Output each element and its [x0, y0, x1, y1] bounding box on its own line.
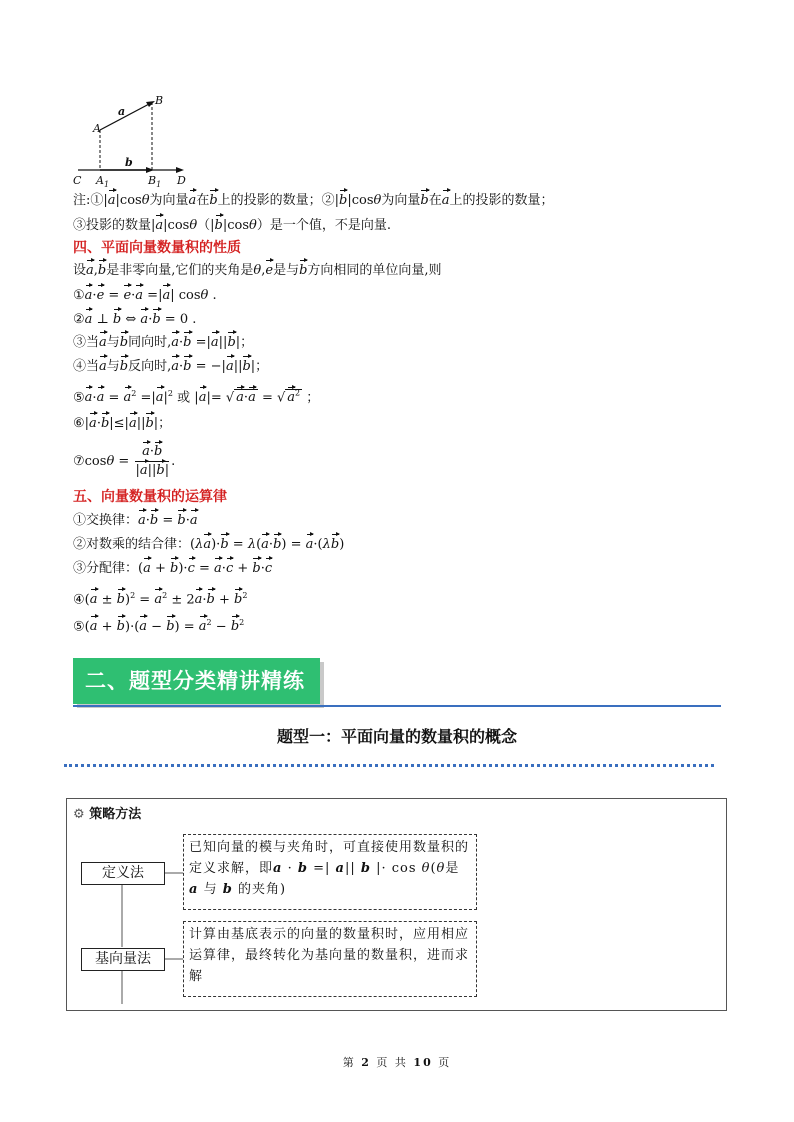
type-1-title: 题型一：平面向量的数量积的概念 [276, 727, 517, 746]
section-4-intro: 设a,b是非零向量,它们的夹角是θ,e是与b方向相同的单位向量,则 [73, 263, 442, 278]
vector-b-label: b [125, 156, 133, 169]
note-line-2: ③投影的数量|a|cosθ（|b|cosθ）是一个值，不是向量. [73, 218, 392, 233]
method-basis-desc: 计算由基底表示的向量的数量积时，应用相应运算律，最终转化为基向量的数量积，进而求解 [183, 921, 477, 997]
law-2: ②对数乘的结合律：(λa)·b = λ(a·b) = a·(λb) [73, 537, 345, 552]
property-3: ③当a与b同向时,a·b =|a||b|； [73, 335, 254, 350]
section-5-title: 五、向量数量积的运算律 [73, 489, 227, 505]
note-line-1: 注:①|a|cosθ为向量a在b上的投影的数量；②|b|cosθ为向量b在a上的投影的数量； [73, 193, 554, 208]
section-4-title: 四、平面向量数量积的性质 [73, 240, 241, 256]
law-4: ④(a ± $b)^2 = a^2 \pm 2a\cdot b + b^2$ [73, 591, 248, 608]
point-b1-label: $B_1$ [148, 174, 162, 190]
property-1: ①a·e = e·a =|a| cosθ . [73, 288, 217, 303]
banner-rule [73, 705, 721, 707]
property-7: ⑦cosθ = $\frac{a\cdot b}{|a||b|}$ . [73, 444, 176, 478]
point-a1-label: $A_1$ [96, 174, 110, 190]
gear-icon: ⚙ [73, 807, 85, 822]
property-5: ⑤a·a = $a^2 =|a|^2$ 或 |a|= √ a·a = √ $a^2$ ； [73, 389, 320, 406]
law-3: ③分配律：(a + b)·c = a·c + b·c [73, 561, 273, 576]
point-d-label: D [177, 174, 186, 187]
property-2: ②a ⊥ b ⇔ a·b = 0 . [73, 312, 197, 327]
method-definition-box: 定义法 [81, 862, 165, 885]
vector-a-label: a [118, 105, 126, 118]
method-definition-desc: 已知向量的模与夹角时，可直接使用数量积的定义求解，即a · b =| a|| b |· cos θ(θ是 a 与 b 的夹角) [183, 834, 477, 910]
projection-diagram [70, 94, 200, 186]
method-basis-box: 基向量法 [81, 948, 165, 971]
strategy-heading: ⚙ 策略方法 [73, 807, 142, 822]
point-c-label: C [73, 174, 82, 187]
dotted-divider [64, 764, 714, 767]
page-footer: 第 2 页 共 10 页 [342, 1056, 452, 1069]
point-a-label: A [93, 122, 101, 135]
property-4: ④当a与b反向时,a·b = −|a||b|； [73, 359, 269, 374]
point-b-label: B [155, 94, 164, 107]
strategy-box [66, 798, 727, 1011]
law-1: ①交换律：a·b = b·a [73, 513, 198, 528]
law-5: ⑤(a + $b)\cdot(a - b) = a^2 - b^2$ [73, 618, 245, 635]
property-6: ⑥|a·b|≤|a||b|； [73, 416, 172, 431]
section-banner: 二、题型分类精讲精练 [73, 658, 320, 704]
